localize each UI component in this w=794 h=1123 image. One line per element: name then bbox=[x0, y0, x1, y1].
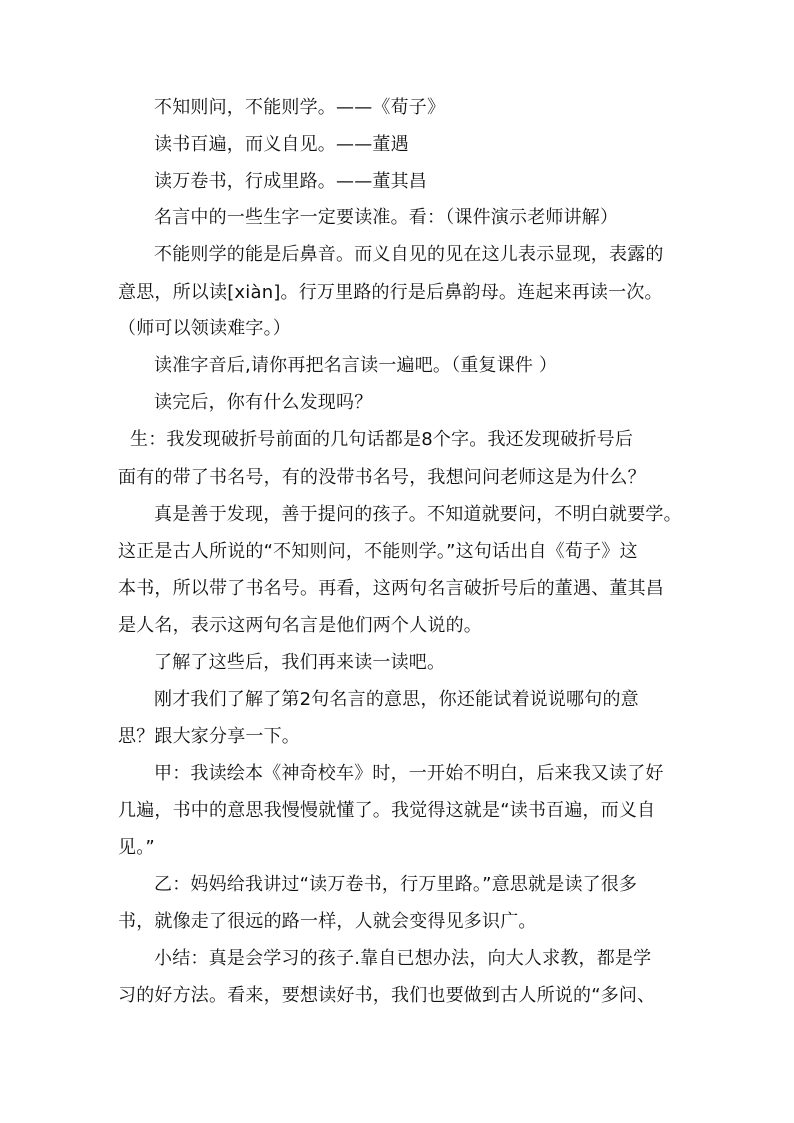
student-jia-line: 见。” bbox=[118, 837, 155, 858]
paragraph-line: 刚才我们了解了第2句名言的意思，你还能试着说说哪句的意 bbox=[154, 689, 639, 710]
teacher-explanation-line: 是人名，表示这两句名言是他们两个人说的。 bbox=[118, 615, 482, 636]
student-yi-line: 乙：妈妈给我讲过“读万卷书，行万里路。”意思就是读了很多 bbox=[154, 874, 638, 895]
quote-line-3: 读万卷书，行成里路。——董其昌 bbox=[154, 171, 427, 192]
student-jia-line: 几遍，书中的意思我慢慢就懂了。我觉得这就是“读书百遍，而义自 bbox=[118, 800, 656, 821]
paragraph-line: 了解了这些后，我们再来读一读吧。 bbox=[154, 652, 446, 673]
student-jia-line: 甲：我读绘本《神奇校车》时，一开始不明白，后来我又读了好 bbox=[154, 763, 664, 784]
quote-line-1: 不知则问，不能则学。——《荀子》 bbox=[154, 97, 446, 118]
teacher-explanation-line: 本书，所以带了书名号。再看，这两句名言破折号后的董遇、董其昌 bbox=[118, 578, 664, 599]
quote-line-2: 读书百遍，而义自见。——董遇 bbox=[154, 134, 409, 155]
teacher-explanation-line: 这正是古人所说的“不知则问，不能则学。”这句话出自《荀子》这 bbox=[118, 541, 638, 562]
paragraph-line: 意思，所以读[xiàn]。行万里路的行是后鼻韵母。连起来再读一次。 bbox=[118, 282, 663, 303]
summary-line: 小结：真是会学习的孩子.靠自已想办法，向大人求教，都是学 bbox=[154, 948, 652, 969]
paragraph-line: 思？跟大家分享一下。 bbox=[118, 726, 300, 747]
paragraph-line: （师可以领读难字。） bbox=[118, 318, 291, 339]
student-response-line: 生：我发现破折号前面的几句话都是8个字。我还发现破折号后 bbox=[130, 429, 634, 450]
paragraph-line: 名言中的一些生字一定要读准。看：（课件演示老师讲解） bbox=[154, 207, 619, 228]
paragraph-line: 读完后，你有什么发现吗？ bbox=[154, 392, 373, 413]
paragraph-line: 读准字音后,请你再把名言读一遍吧。（重复课件 ） bbox=[154, 355, 558, 376]
paragraph-line: 不能则学的能是后鼻音。而义自见的见在这儿表示显现，表露的 bbox=[154, 244, 664, 265]
summary-line: 习的好方法。看来，要想读好书，我们也要做到古人所说的“多问、 bbox=[118, 985, 656, 1006]
teacher-explanation-line: 真是善于发现，善于提问的孩子。不知道就要问，不明白就要学。 bbox=[154, 504, 682, 525]
student-response-line: 面有的带了书名号，有的没带书名号，我想问问老师这是为什么？ bbox=[118, 467, 646, 488]
student-yi-line: 书，就像走了很远的路一样，人就会变得见多识广。 bbox=[118, 911, 537, 932]
